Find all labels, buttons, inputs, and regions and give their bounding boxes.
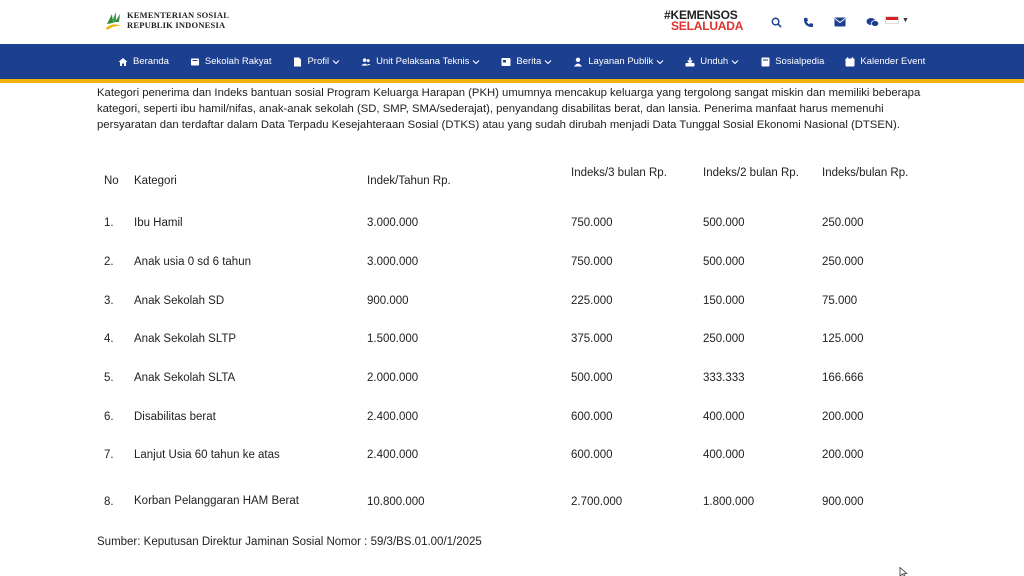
- book-icon: [760, 57, 770, 67]
- cell-no: 7.: [104, 449, 114, 462]
- nav-item-kalender-event[interactable]: [845, 56, 925, 67]
- brand-line-1: #KEMENSOS: [664, 8, 738, 22]
- nav-label: Unit Pelaksana Teknis: [376, 56, 470, 67]
- header-icons: [760, 14, 888, 30]
- cell-indeks-3-bulan: 500.000: [571, 372, 613, 385]
- cell-indeks-bulan: 75.000: [822, 294, 858, 307]
- cell-indeks-tahun: 3.000.000: [367, 256, 419, 269]
- cell-indeks-3-bulan: 225.000: [571, 294, 613, 307]
- nav-label: Unduh: [700, 56, 729, 67]
- nav-item-unduh[interactable]: [685, 56, 739, 67]
- intro-paragraph: Kategori penerima dan Indeks bantuan sosial Program Keluarga Harapan (PKH) umumnya mencakup keluarga yang tergolong sangat miskin dan memiliki beberapa kategori, seperti ibu hamil/nifas, anak-anak sekolah (SD, SMP, SMA/sederajat), penyandang disabilitas berat, dan lansia. Penerima manfaat harus memenuhi persyaratan dan terdaftar dalam Data Terpadu Kesejahteraan Sosial (DTKS) atau yang sudah dirubah menjadi Data Tunggal Sosial Ekonomi Nasional (DTSEN).: [97, 87, 921, 131]
- pkh-index-table: [97, 160, 923, 529]
- school-icon: [190, 57, 200, 67]
- cell-indeks-3-bulan: 600.000: [571, 449, 613, 462]
- person-icon: [573, 57, 583, 67]
- cell-indeks-tahun: 1.500.000: [367, 333, 419, 346]
- users-icon: [361, 57, 371, 67]
- search-icon[interactable]: [760, 14, 792, 30]
- cell-no: 8.: [104, 495, 114, 508]
- cell-kategori: Korban Pelanggaran HAM Berat: [134, 495, 299, 508]
- table-row: [97, 204, 923, 243]
- mail-icon[interactable]: [824, 14, 856, 30]
- header-no: No: [104, 175, 119, 187]
- cell-indeks-tahun: 10.800.000: [367, 495, 425, 508]
- cell-indeks-tahun: 900.000: [367, 294, 409, 307]
- table-row: [97, 397, 923, 436]
- cell-indeks-2-bulan: 333.333: [703, 372, 745, 385]
- cell-kategori: Anak usia 0 sd 6 tahun: [134, 256, 251, 269]
- cell-kategori: Lanjut Usia 60 tahun ke atas: [134, 449, 280, 462]
- logo-line-1: KEMENTERIAN SOSIAL: [127, 10, 230, 20]
- header-indeks-2-bulan: Indeks/2 bulan Rp.: [703, 167, 799, 179]
- nav-item-unit-pelaksana-teknis[interactable]: [361, 56, 480, 67]
- cell-no: 4.: [104, 333, 114, 346]
- chevron-down-icon: [472, 59, 480, 65]
- kemensos-emblem-icon: [103, 10, 123, 32]
- nav-label: Kalender Event: [860, 56, 926, 67]
- logo-line-2: REPUBLIK INDONESIA: [127, 20, 226, 30]
- cell-kategori: Anak Sekolah SLTA: [134, 372, 236, 385]
- cell-indeks-2-bulan: 500.000: [703, 217, 745, 230]
- nav-item-layanan-publik[interactable]: [573, 56, 664, 67]
- cell-indeks-tahun: 2.000.000: [367, 372, 419, 385]
- chevron-down-icon: [332, 59, 340, 65]
- top-header: [0, 0, 1024, 44]
- nav-label: Profil: [307, 56, 330, 67]
- brand-line-2: SELALUADA: [671, 19, 744, 33]
- table-header-row: [97, 160, 923, 204]
- nav-label: Berita: [516, 56, 542, 67]
- cell-indeks-tahun: 2.400.000: [367, 449, 419, 462]
- file-icon: [292, 57, 302, 67]
- nav-item-sosialpedia[interactable]: [760, 56, 824, 67]
- chevron-down-icon: [731, 59, 739, 65]
- cell-indeks-2-bulan: 250.000: [703, 333, 745, 346]
- cell-indeks-tahun: 3.000.000: [367, 217, 419, 230]
- main-nav: [0, 44, 1024, 83]
- home-icon: [118, 57, 128, 67]
- cell-indeks-bulan: 250.000: [822, 217, 864, 230]
- table-row: [97, 243, 923, 282]
- cell-kategori: Anak Sekolah SD: [134, 294, 225, 307]
- nav-item-profil[interactable]: [292, 56, 340, 67]
- cell-no: 5.: [104, 372, 114, 385]
- table-row: [97, 475, 923, 529]
- nav-item-berita[interactable]: [501, 56, 552, 67]
- cell-indeks-3-bulan: 375.000: [571, 333, 613, 346]
- download-icon: [685, 57, 695, 67]
- cell-indeks-bulan: 166.666: [822, 372, 864, 385]
- cell-kategori: Disabilitas berat: [134, 410, 216, 423]
- cell-indeks-3-bulan: 600.000: [571, 410, 613, 423]
- header-indeks-bulan: Indeks/bulan Rp.: [822, 167, 909, 179]
- nav-item-beranda[interactable]: [118, 56, 169, 67]
- nav-label: Sekolah Rakyat: [204, 56, 272, 67]
- cell-no: 1.: [104, 217, 114, 230]
- table-row: [97, 320, 923, 359]
- caret-down-icon: ▼: [902, 16, 909, 24]
- indonesia-flag-icon: [885, 16, 899, 24]
- news-icon: [501, 57, 511, 67]
- table-row: [97, 359, 923, 398]
- chevron-down-icon: [544, 59, 552, 65]
- cell-indeks-bulan: 250.000: [822, 256, 864, 269]
- chat-icon[interactable]: [856, 14, 888, 30]
- cell-indeks-2-bulan: 400.000: [703, 449, 745, 462]
- header-kategori: Kategori: [134, 175, 177, 187]
- cell-indeks-tahun: 2.400.000: [367, 410, 419, 423]
- cell-indeks-2-bulan: 500.000: [703, 256, 745, 269]
- cell-no: 6.: [104, 410, 114, 423]
- header-indeks-3-bulan: Indeks/3 bulan Rp.: [571, 167, 667, 179]
- kemensos-logo[interactable]: [103, 10, 229, 32]
- cell-indeks-bulan: 900.000: [822, 495, 864, 508]
- cell-indeks-3-bulan: 750.000: [571, 217, 613, 230]
- phone-icon[interactable]: [792, 14, 824, 30]
- language-selector[interactable]: [885, 16, 909, 24]
- cell-indeks-bulan: 200.000: [822, 410, 864, 423]
- cell-no: 3.: [104, 294, 114, 307]
- mouse-cursor-icon: [899, 565, 909, 576]
- chevron-down-icon: [656, 59, 664, 65]
- table-row: [97, 281, 923, 320]
- cell-indeks-2-bulan: 1.800.000: [703, 495, 755, 508]
- calendar-icon: [845, 57, 855, 67]
- header-indeks-tahun: Indek/Tahun Rp.: [367, 175, 451, 187]
- cell-kategori: Ibu Hamil: [134, 217, 183, 230]
- nav-item-sekolah-rakyat[interactable]: [190, 56, 272, 67]
- brand-hashtag: [664, 10, 750, 32]
- nav-label: Beranda: [133, 56, 169, 67]
- cell-kategori: Anak Sekolah SLTP: [134, 333, 237, 346]
- table-row: [97, 436, 923, 475]
- cell-indeks-2-bulan: 400.000: [703, 410, 745, 423]
- nav-label: Sosialpedia: [775, 56, 825, 67]
- cell-no: 2.: [104, 256, 114, 269]
- source-note: Sumber: Keputusan Direktur Jaminan Sosial Nomor : 59/3/BS.01.00/1/2025: [97, 536, 482, 548]
- cell-indeks-3-bulan: 750.000: [571, 256, 613, 269]
- nav-label: Layanan Publik: [588, 56, 654, 67]
- cell-indeks-3-bulan: 2.700.000: [571, 495, 623, 508]
- cell-indeks-bulan: 200.000: [822, 449, 864, 462]
- cell-indeks-2-bulan: 150.000: [703, 294, 745, 307]
- cell-indeks-bulan: 125.000: [822, 333, 864, 346]
